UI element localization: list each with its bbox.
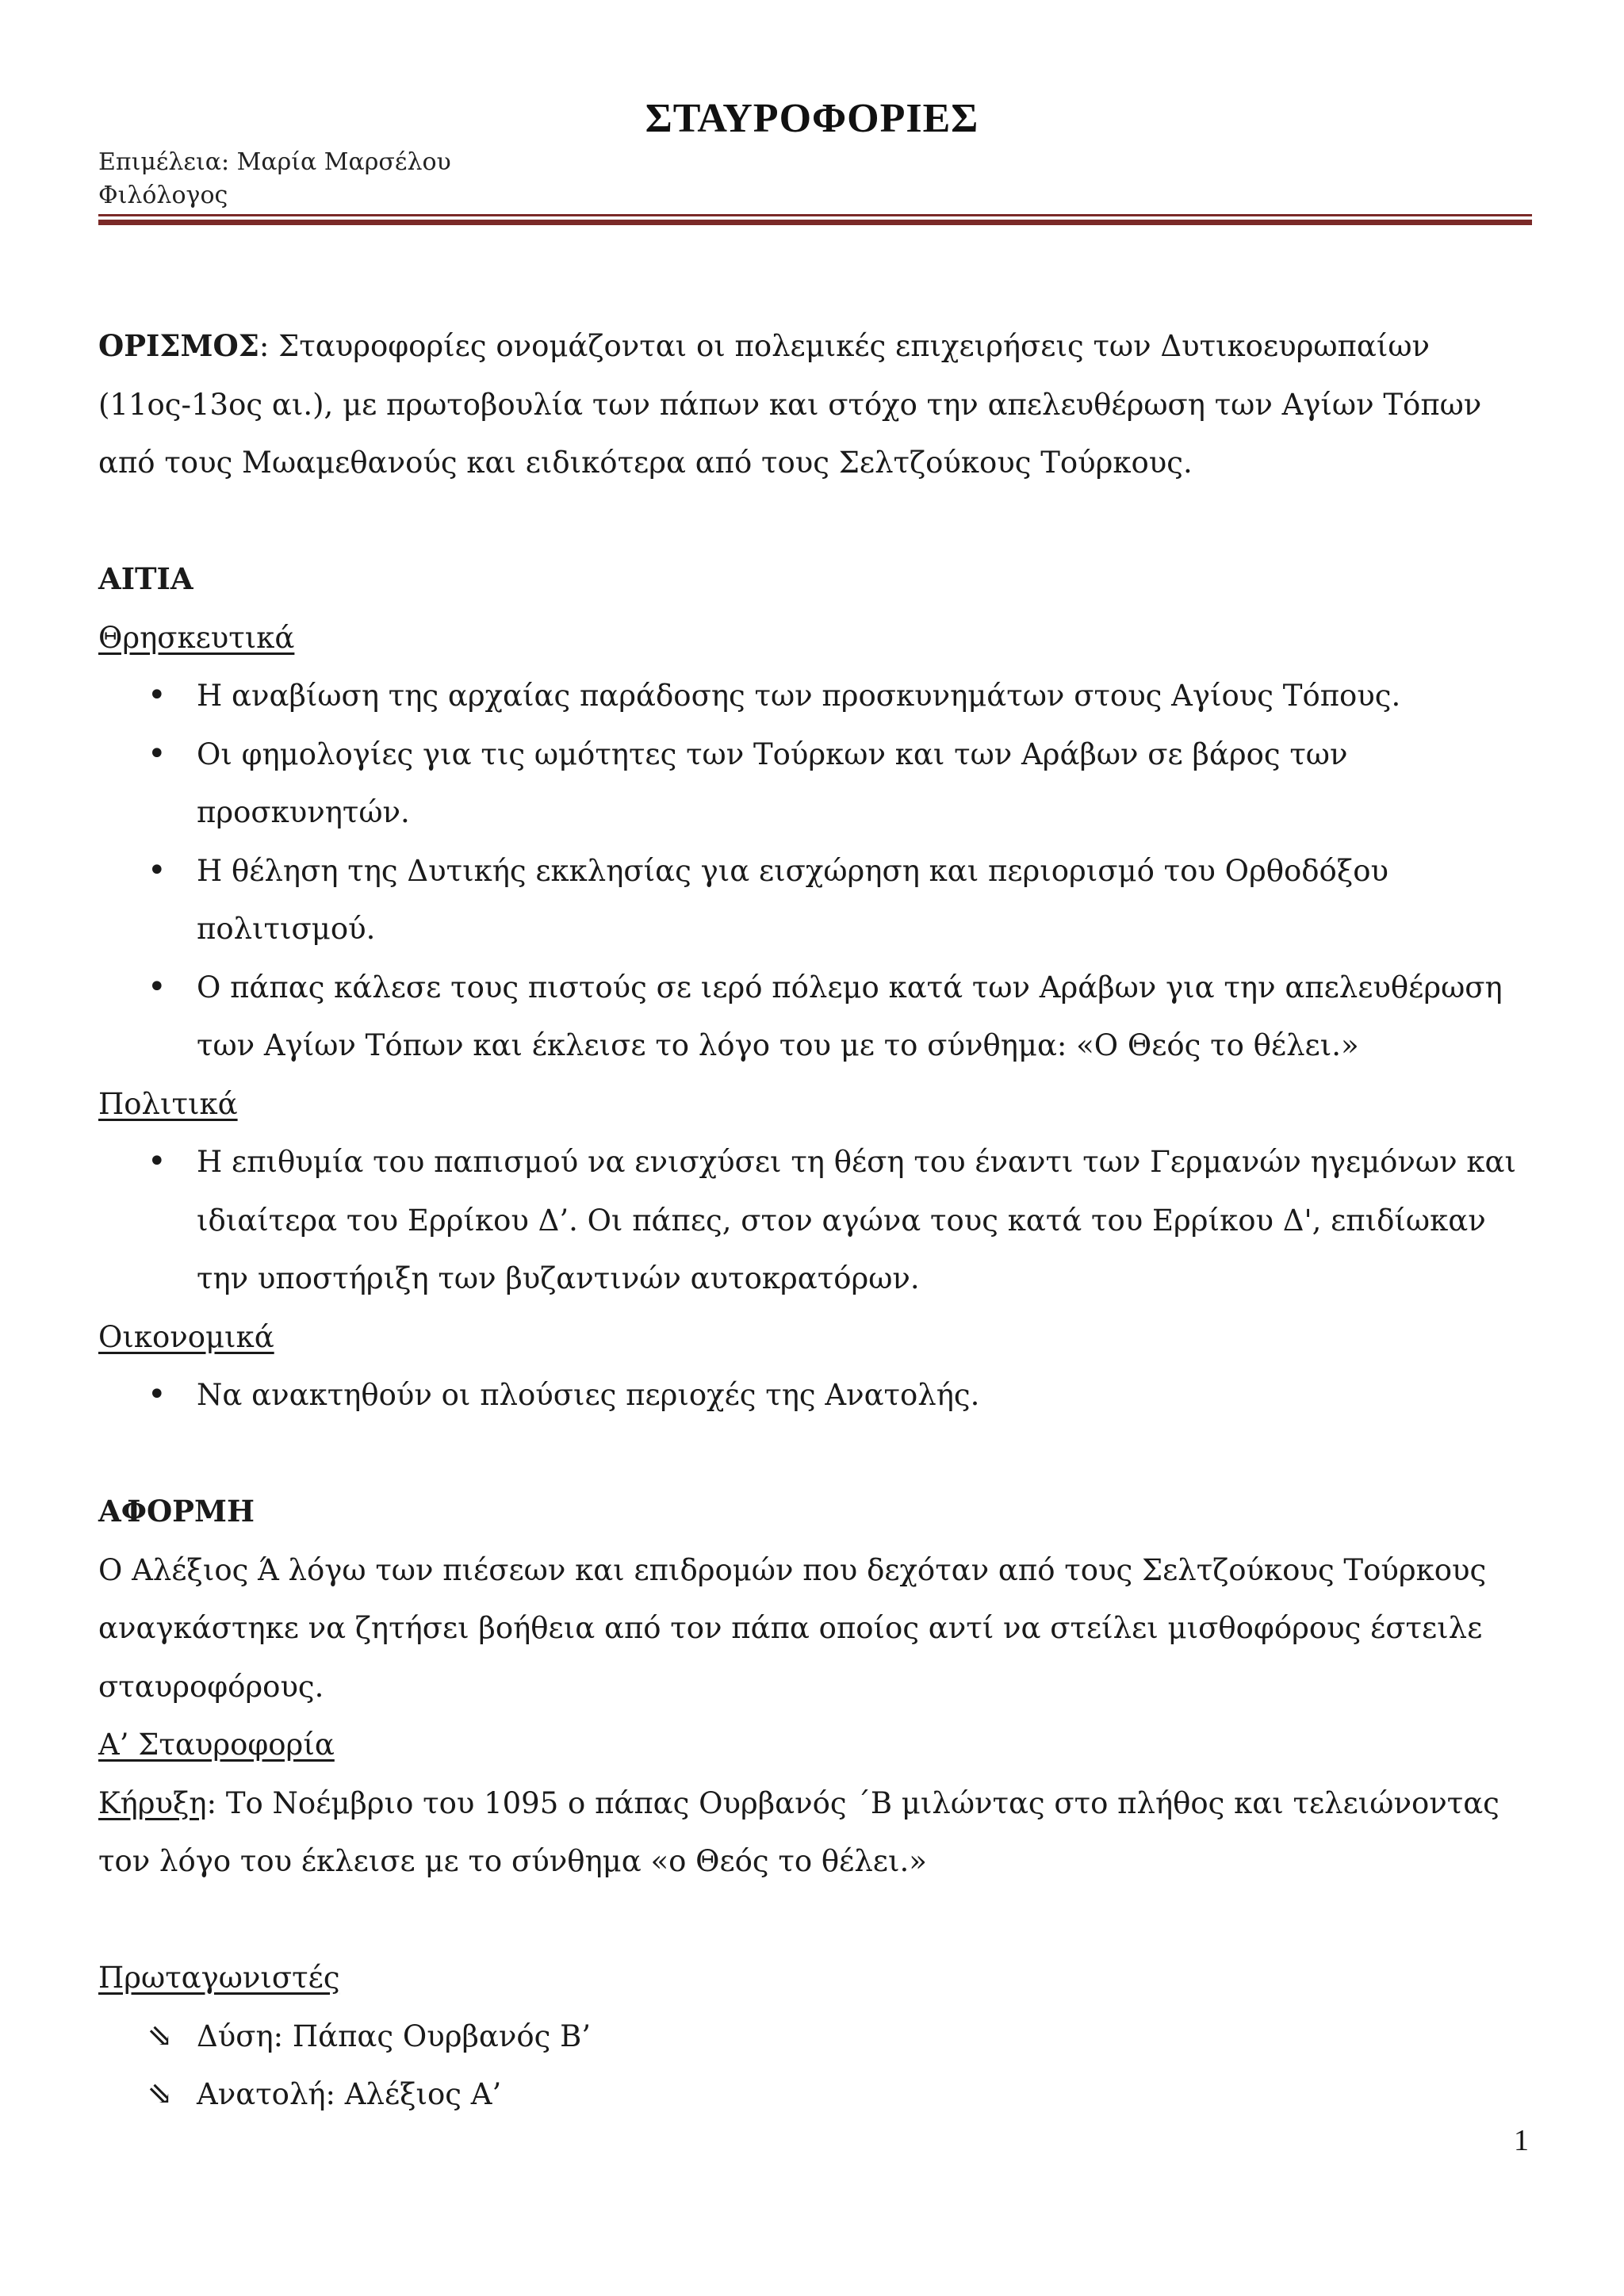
first-crusade-subheading: Α’ Σταυροφορία — [98, 1728, 335, 1762]
definition-label: ΟΡΙΣΜΟΣ — [98, 328, 259, 363]
author-block — [98, 146, 451, 212]
definition-text: : Σταυροφορίες ονομάζονται οι πολεμικές επιχειρήσεις των Δυτικοευρωπαίων (11ος-13ος αι.), με πρωτοβουλία των πάπων και στόχο την απελευθέρωση των Αγίων Τόπων από τους Μωαμεθανούς και ειδικότερα από τους Σελτζούκους Τούρκους. — [98, 329, 1482, 480]
page-title: ΣΤΑΥΡΟΦΟΡΙΕΣ — [645, 96, 979, 141]
protagonist-east: Ανατολή: Αλέξιος Α’ — [197, 2077, 502, 2111]
list-item — [98, 2007, 1534, 2066]
author-role: Φιλόλογος — [98, 182, 228, 209]
list-item — [98, 2065, 1534, 2124]
proclamation-text: : Το Νοέμβριο του 1095 ο πάπας Ουρβανός ΄Β μιλώντας στο πλήθος και τελειώνοντας τον λόγο του έκλεισε με το σύνθημα «ο Θεός το θέλει.» — [98, 1785, 1500, 1878]
protagonists-list — [98, 2007, 1534, 2124]
religious-subheading: Θρησκευτικά — [98, 620, 295, 655]
trigger-heading: ΑΦΟΡΜΗ — [98, 1494, 255, 1529]
header-divider-thick — [98, 220, 1532, 225]
causes-heading: ΑΙΤΙΑ — [98, 561, 193, 596]
economic-list — [98, 1366, 1534, 1425]
protagonist-west: Δύση: Πάπας Ουρβανός Β’ — [197, 2019, 592, 2053]
list-item: • Ο πάπας κάλεσε τους πιστούς σε ιερό πόλεμο κατά των Αράβων για την απελευθέρωση των Αγίων Τόπων και έκλεισε το λόγο του με το σύνθημα: «Ο Θεός το θέλει.» — [98, 959, 1534, 1075]
spacer — [98, 492, 1534, 551]
trigger-paragraph: Ο Αλέξιος Ά λόγω των πιέσεων και επιδρομών που δεχόταν από τους Σελτζούκους Τούρκους αναγκάστηκε να ζητήσει βοήθεια από τον πάπα οποίος αντί να στείλει μισθοφόρους έστειλε σταυροφόρους. — [98, 1552, 1487, 1704]
spacer — [98, 1425, 1534, 1483]
author-name: Επιμέλεια: Μαρία Μαρσέλου — [98, 148, 451, 176]
proclamation-paragraph — [98, 1774, 1534, 1891]
list-item: • Η θέληση της Δυτικής εκκλησίας για εισχώρηση και περιορισμό του Ορθοδόξου πολιτισμού. — [98, 842, 1534, 959]
protagonists-subheading: Πρωταγωνιστές — [98, 1961, 340, 1995]
definition-paragraph — [98, 317, 1534, 492]
list-item: • Οι φημολογίες για τις ωμότητες των Τούρκων και των Αράβων σε βάρος των προσκυνητών. — [98, 725, 1534, 842]
political-subheading: Πολιτικά — [98, 1086, 238, 1121]
arrow-bullet-icon: ⇘ — [147, 2018, 173, 2053]
economic-subheading: Οικονομικά — [98, 1319, 274, 1354]
list-item: • Η αναβίωση της αρχαίας παράδοσης των προσκυνημάτων στους Αγίους Τόπους. — [98, 667, 1534, 725]
arrow-bullet-icon: ⇘ — [147, 2076, 173, 2111]
list-item: • Να ανακτηθούν οι πλούσιες περιοχές της Ανατολής. — [98, 1366, 1534, 1425]
page-number: 1 — [1514, 2124, 1529, 2157]
header-divider-thin — [98, 214, 1532, 216]
document-body — [98, 317, 1534, 2124]
proclamation-label: Κήρυξη — [98, 1785, 207, 1820]
spacer — [98, 1891, 1534, 1950]
list-item: • Η επιθυμία του παπισμού να ενισχύσει τη θέση του έναντι των Γερμανών ηγεμόνων και ιδιαίτερα του Ερρίκου Δ’. Οι πάπες, στον αγώνα τους κατά του Ερρίκου Δ', επιδίωκαν την υποστήριξη των βυζαντινών αυτοκρατόρων. — [98, 1133, 1534, 1308]
political-list — [98, 1133, 1534, 1308]
religious-list — [98, 667, 1534, 1075]
